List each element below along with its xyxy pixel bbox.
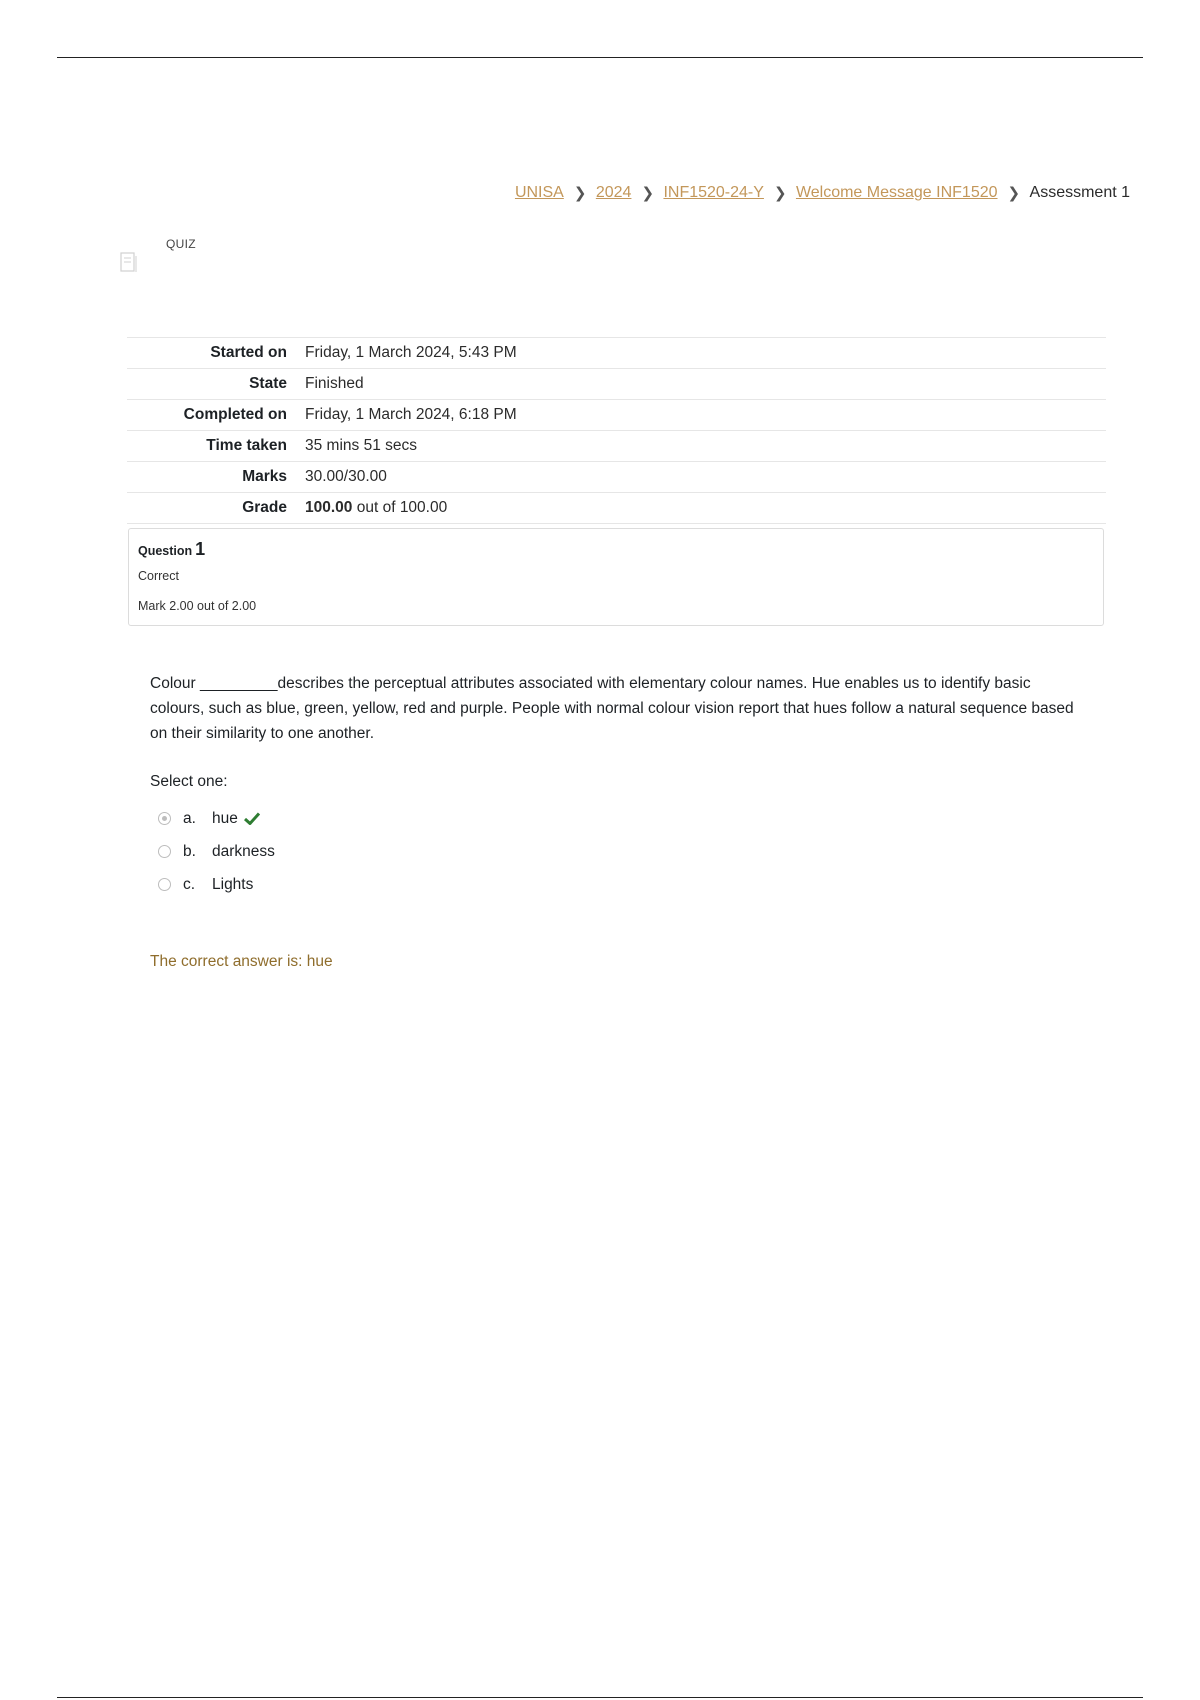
breadcrumb-link-year[interactable]: 2024 bbox=[595, 184, 632, 201]
option-letter: c. bbox=[183, 875, 196, 893]
summary-label: Completed on bbox=[183, 406, 287, 423]
summary-row-started bbox=[127, 338, 1106, 369]
question-number bbox=[138, 539, 1094, 560]
question-info-box bbox=[128, 528, 1104, 626]
attempt-summary-table bbox=[127, 337, 1106, 524]
breadcrumb-link-unisa[interactable]: UNISA bbox=[514, 184, 564, 201]
summary-value: Friday, 1 March 2024, 5:43 PM bbox=[305, 344, 517, 361]
summary-row-completed bbox=[127, 400, 1106, 431]
breadcrumb-link-course[interactable]: INF1520-24-Y bbox=[663, 184, 764, 201]
option-letter: a. bbox=[183, 809, 196, 827]
option-text: Lights bbox=[212, 875, 254, 893]
chevron-right-icon: ❯ bbox=[1007, 185, 1021, 202]
radio-button[interactable] bbox=[158, 878, 171, 891]
answer-option-c[interactable] bbox=[158, 868, 275, 901]
summary-value: 30.00/30.00 bbox=[305, 468, 387, 485]
page-top-rule bbox=[57, 57, 1143, 58]
option-text: hue bbox=[212, 809, 238, 827]
summary-label: Started on bbox=[210, 344, 287, 361]
option-text: darkness bbox=[212, 842, 275, 860]
answer-options bbox=[158, 802, 275, 901]
activity-type-label: QUIZ bbox=[166, 237, 196, 251]
breadcrumb-current: Assessment 1 bbox=[1029, 184, 1130, 201]
summary-row-state bbox=[127, 369, 1106, 400]
summary-value: 35 mins 51 secs bbox=[305, 437, 417, 454]
radio-button-checked[interactable] bbox=[158, 812, 171, 825]
correct-answer-feedback: The correct answer is: hue bbox=[150, 953, 333, 970]
summary-row-grade bbox=[127, 493, 1106, 524]
answer-option-a[interactable] bbox=[158, 802, 275, 835]
quiz-icon bbox=[120, 252, 138, 274]
option-letter: b. bbox=[183, 842, 196, 860]
breadcrumb bbox=[515, 184, 1130, 202]
summary-label: State bbox=[249, 375, 287, 392]
page-bottom-rule bbox=[57, 1697, 1143, 1698]
summary-label: Marks bbox=[242, 468, 287, 485]
radio-button[interactable] bbox=[158, 845, 171, 858]
chevron-right-icon: ❯ bbox=[573, 185, 587, 202]
summary-value bbox=[295, 493, 1106, 524]
grade-suffix: out of 100.00 bbox=[352, 499, 448, 516]
summary-row-marks bbox=[127, 462, 1106, 493]
select-one-prompt: Select one: bbox=[150, 773, 228, 790]
summary-value: Friday, 1 March 2024, 6:18 PM bbox=[305, 406, 517, 423]
chevron-right-icon: ❯ bbox=[773, 185, 787, 202]
question-number-value: 1 bbox=[195, 539, 206, 559]
question-state: Correct bbox=[138, 569, 179, 583]
breadcrumb-link-welcome[interactable]: Welcome Message INF1520 bbox=[795, 184, 998, 201]
summary-value: Finished bbox=[305, 375, 364, 392]
grade-score: 100.00 bbox=[305, 499, 353, 516]
summary-row-time-taken bbox=[127, 431, 1106, 462]
summary-label: Grade bbox=[242, 499, 287, 516]
question-text: Colour _________describes the perceptual attributes associated with elementary colour names. Hue enables us to identify basic colours, such as blue, green, yellow, red and purple. People with normal colour vision report that hues follow a natural sequence based on their similarity to one another. bbox=[150, 675, 1074, 742]
answer-option-b[interactable] bbox=[158, 835, 275, 868]
chevron-right-icon: ❯ bbox=[641, 185, 655, 202]
question-mark: Mark 2.00 out of 2.00 bbox=[138, 599, 257, 613]
summary-label: Time taken bbox=[206, 437, 287, 454]
question-label: Question bbox=[138, 544, 193, 558]
check-icon bbox=[244, 812, 260, 825]
